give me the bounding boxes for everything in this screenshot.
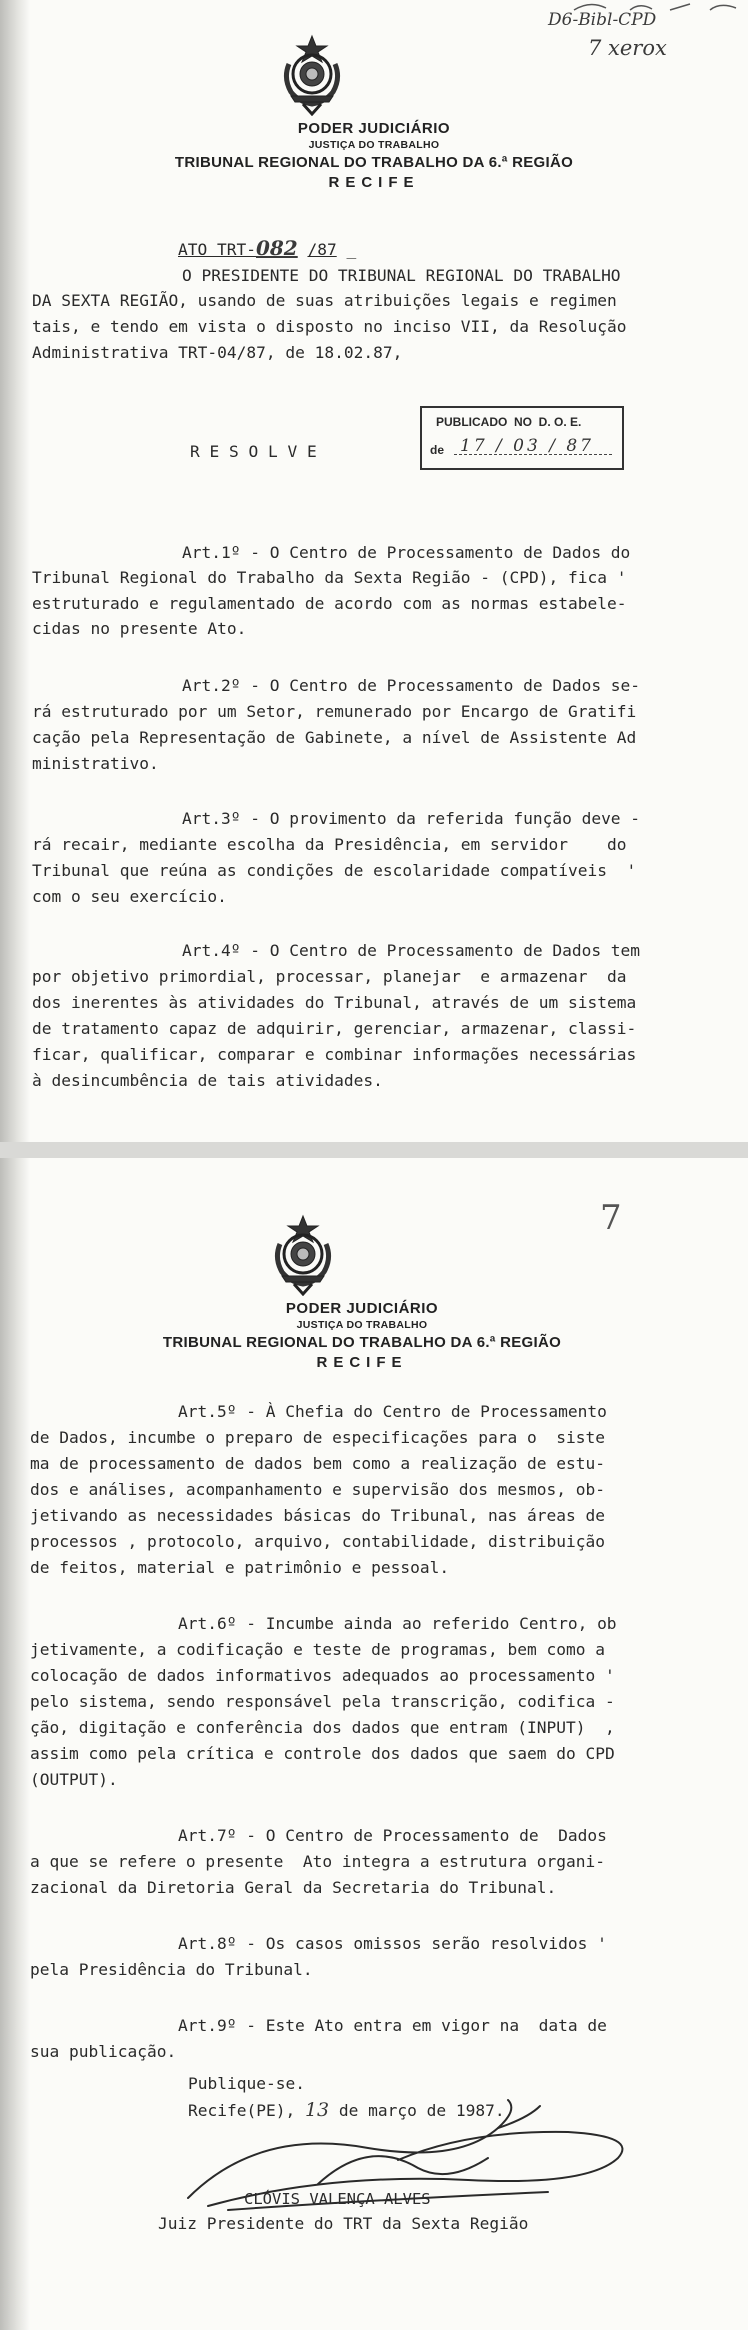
article-line: ção, digitação e conferência dos dados que entram (INPUT) , <box>30 1718 615 1737</box>
letterhead-line2: JUSTIÇA DO TRABALHO <box>296 1319 428 1331</box>
corner-note-line2: 7 xerox <box>588 36 667 60</box>
article-line: colocação de dados informativos adequados ao processamento ' <box>30 1666 615 1685</box>
article-line: Art.5º - À Chefia do Centro de Processamento <box>178 1402 607 1421</box>
article-line: Art.9º - Este Ato entra em vigor na data de <box>178 2016 607 2035</box>
letterhead-line3: TRIBUNAL REGIONAL DO TRABALHO DA 6.ª REGIÃO <box>162 1334 562 1351</box>
article-line: processos , protocolo, arquivo, contabilidade, distribuição <box>30 1532 605 1551</box>
article-line: Art.8º - Os casos omissos serão resolvidos ' <box>178 1934 607 1953</box>
letterhead-line1: PODER JUDICIÁRIO <box>297 120 451 137</box>
coat-of-arms-emblem-icon <box>281 34 343 116</box>
article-line: rá estruturado por um Setor, remunerado por Encargo de Gratifi <box>32 702 637 721</box>
article-line: assim como pela crítica e controle dos dados que saem do CPD <box>30 1744 615 1763</box>
document-page-1 <box>0 0 748 1142</box>
letterhead <box>0 120 748 191</box>
preamble-line: DA SEXTA REGIÃO, usando de suas atribuições legais e regimen <box>32 291 617 310</box>
article-line: Tribunal que reúna as condições de escolaridade compatíveis ' <box>32 861 637 880</box>
article-line: (OUTPUT). <box>30 1770 118 1789</box>
corner-scribble <box>570 0 740 14</box>
closing-date-prefix: Recife(PE), <box>188 2101 296 2120</box>
article-line: Tribunal Regional do Trabalho da Sexta Região - (CPD), fica ' <box>32 568 627 587</box>
article-line: Art.3º - O provimento da referida função deve - <box>182 809 641 828</box>
article-line: à desincumbência de tais atividades. <box>32 1071 383 1090</box>
article-line: rá recair, mediante escolha da Presidência, em servidor do <box>32 835 627 854</box>
letterhead-line3: TRIBUNAL REGIONAL DO TRABALHO DA 6.ª REGIÃO <box>174 154 574 171</box>
article-line: cidas no presente Ato. <box>32 619 247 638</box>
act-title: ATO TRT-082 /87 _ <box>178 236 357 260</box>
article-line: com o seu exercício. <box>32 887 227 906</box>
article-line: sua publicação. <box>30 2042 177 2061</box>
article-line: jetivando as necessidades básicas do Tribunal, nas áreas de <box>30 1506 605 1525</box>
article-line: estruturado e regulamentado de acordo com as normas estabele- <box>32 594 627 613</box>
coat-of-arms-emblem-icon <box>272 1214 334 1296</box>
article-line: cação pela Representação de Gabinete, a nível de Assistente Ad <box>32 728 637 747</box>
publication-stamp <box>420 406 624 470</box>
article-line: dos e análises, acompanhamento e supervisão dos mesmos, ob- <box>30 1480 605 1499</box>
article-line: ficar, qualificar, comparar e combinar informações necessárias <box>32 1045 637 1064</box>
article-line: Art.2º - O Centro de Processamento de Dados se- <box>182 676 641 695</box>
article-line: dos inerentes às atividades do Tribunal, através de um sistema <box>32 993 637 1012</box>
article-line: Art.7º - O Centro de Processamento de Dados <box>178 1826 607 1845</box>
article-line: ma de processamento de dados bem como a realização de estu- <box>30 1454 605 1473</box>
article-line: zacional da Diretoria Geral da Secretaria do Tribunal. <box>30 1878 557 1897</box>
letterhead-line4: RECIFE <box>328 174 420 191</box>
article-line: de feitos, material e patrimônio e pessoal. <box>30 1558 450 1577</box>
stamp-heading: PUBLICADO NO D. O. E. <box>436 415 582 429</box>
article-line: por objetivo primordial, processar, planejar e armazenar da <box>32 967 627 986</box>
page-handwritten-mark: 7 <box>600 1198 622 1238</box>
act-title-prefix: ATO TRT- <box>178 240 256 259</box>
article-line: jetivamente, a codificação e teste de programas, bem como a <box>30 1640 605 1659</box>
signatory-title: Juiz Presidente do TRT da Sexta Região <box>158 2214 529 2233</box>
article-line: ministrativo. <box>32 754 159 773</box>
publish-line: Publique-se. <box>188 2074 305 2093</box>
stamp-date: 17 / 03 / 87 <box>460 436 594 456</box>
signatory-name: CLÓVIS VALENÇA ALVES <box>244 2190 431 2208</box>
letterhead-line4: RECIFE <box>316 1354 408 1371</box>
stamp-prefix: de <box>430 443 445 457</box>
act-title-suffix: /87 <box>307 240 337 259</box>
article-line: pelo sistema, sendo responsável pela transcrição, codifica - <box>30 1692 615 1711</box>
act-number: 082 <box>255 236 298 260</box>
article-line: Art.1º - O Centro de Processamento de Dados do <box>182 543 631 562</box>
page-separator <box>0 1142 748 1158</box>
letterhead-line2: JUSTIÇA DO TRABALHO <box>308 139 440 151</box>
closing-date-day: 13 <box>304 2099 330 2121</box>
article-line: de tratamento capaz de adquirir, gerenciar, armazenar, classi- <box>32 1019 637 1038</box>
article-line: a que se refere o presente Ato integra a estrutura organi- <box>30 1852 605 1871</box>
letterhead <box>0 1300 736 1371</box>
article-line: de Dados, incumbe o preparo de especificações para o siste <box>30 1428 605 1447</box>
closing-date-suffix: de março de 1987. <box>338 2101 505 2120</box>
article-line: Art.6º - Incumbe ainda ao referido Centro, ob <box>178 1614 617 1633</box>
preamble-line: Administrativa TRT-04/87, de 18.02.87, <box>32 343 403 362</box>
article-line: pela Presidência do Tribunal. <box>30 1960 313 1979</box>
resolve-heading: R E S O L V E <box>190 442 317 461</box>
letterhead-line1: PODER JUDICIÁRIO <box>285 1300 439 1317</box>
document-page-2 <box>0 1158 748 2330</box>
article-line: Art.4º - O Centro de Processamento de Dados tem <box>182 941 641 960</box>
preamble-line: O PRESIDENTE DO TRIBUNAL REGIONAL DO TRABALHO <box>182 266 621 285</box>
preamble-line: tais, e tendo em vista o disposto no inciso VII, da Resolução <box>32 317 627 336</box>
corner-note-line1: D6-Bibl-CPD <box>548 10 657 30</box>
